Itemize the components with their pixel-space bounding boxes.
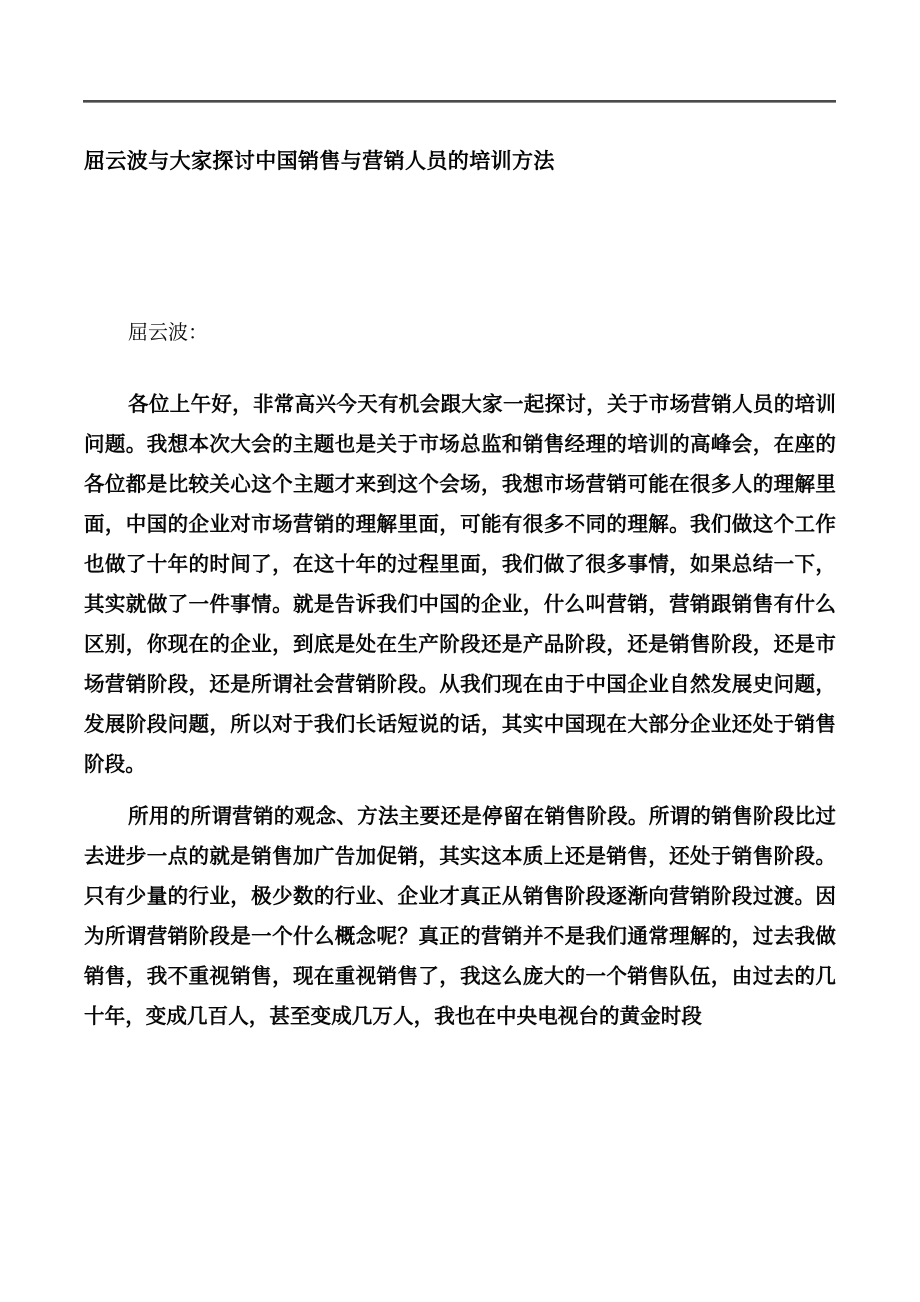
header-rule-line: [83, 100, 836, 103]
paragraph-spacer: [84, 788, 836, 796]
document-body: [84, 312, 836, 1036]
page-title: 屈云波与大家探讨中国销售与营销人员的培训方法: [84, 148, 555, 173]
header-separator: [83, 100, 836, 104]
body-paragraph-2: 所用的所谓营销的观念、方法主要还是停留在销售阶段。所谓的销售阶段比过去进步一点的就是销售加广告加促销，其实这本质上还是销售，还处于销售阶段。只有少量的行业，极少数的行业、企业才真正从销售阶段逐渐向营销阶段过渡。因为所谓营销阶段是一个什么概念呢？真正的营销并不是我们通常理解的，过去我做销售，我不重视销售，现在重视销售了，我这么庞大的一个销售队伍，由过去的几十年，变成几百人，甚至变成几万人，我也在中央电视台的黄金时段: [84, 804, 836, 1028]
body-paragraph-1: 各位上午好，非常高兴今天有机会跟大家一起探讨，关于市场营销人员的培训问题。我想本次大会的主题也是关于市场总监和销售经理的培训的高峰会，在座的各位都是比较关心这个主题才来到这个会场，我想市场营销可能在很多人的理解里面，中国的企业对市场营销的理解里面，可能有很多不同的理解。我们做这个工作也做了十年的时间了，在这十年的过程里面，我们做了很多事情，如果总结一下，其实就做了一件事情。就是告诉我们中国的企业，什么叫营销，营销跟销售有什么区别，你现在的企业，到底是处在生产阶段还是产品阶段，还是销售阶段，还是市场营销阶段，还是所谓社会营销阶段。从我们现在由于中国企业自然发展史问题，发展阶段问题，所以对于我们长话短说的话，其实中国现在大部分企业还处于销售阶段。: [84, 392, 836, 776]
speaker-label: 屈云波：: [128, 320, 208, 344]
